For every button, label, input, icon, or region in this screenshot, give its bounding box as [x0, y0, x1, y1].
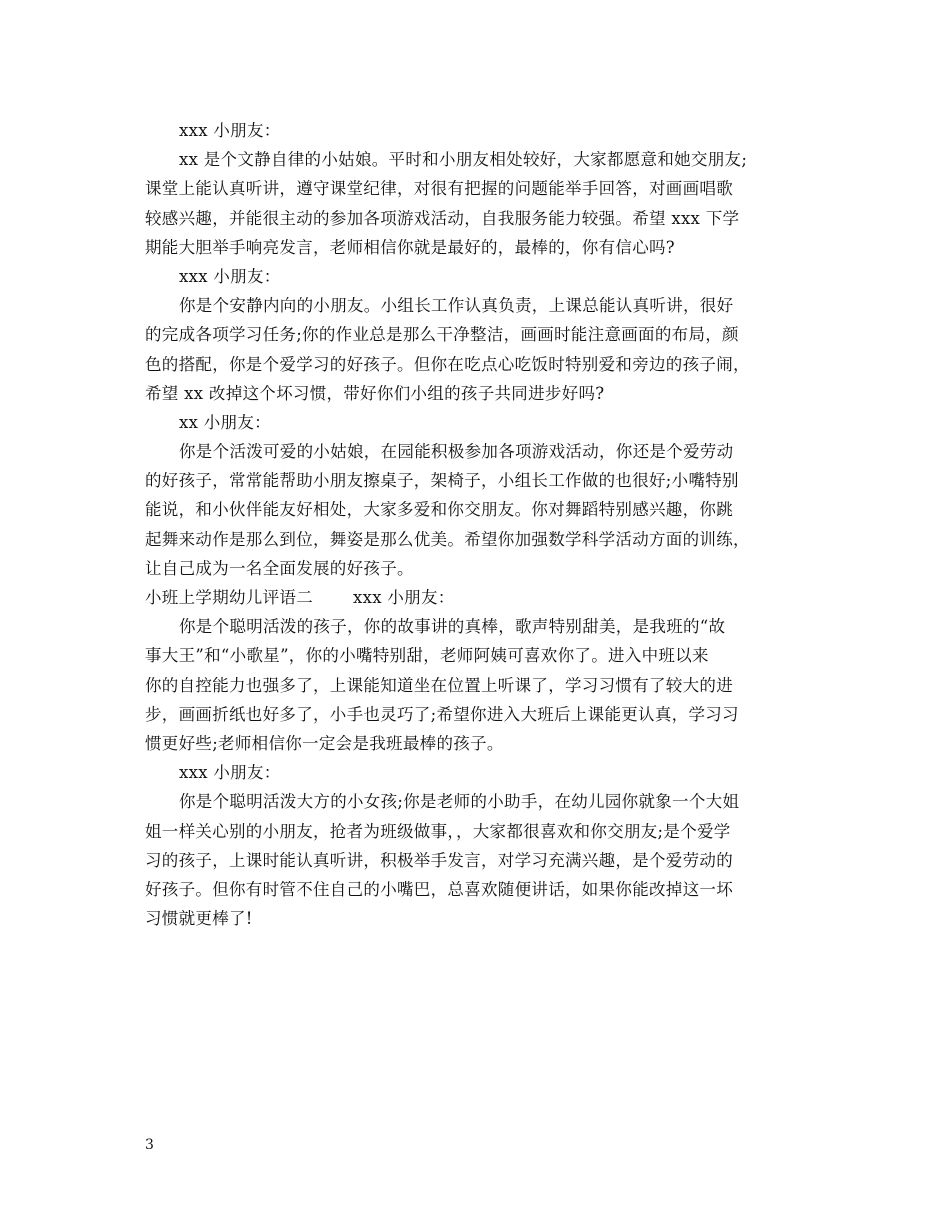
paragraph-4-line-4: 步，画画折纸也好多了，小手也灵巧了;希望你进入大班后上课能更认真，学习习	[145, 704, 739, 724]
paragraph-3-line-4: 起舞来动作是那么到位，舞姿是那么优美。希望你加强数学科学活动方面的训练，	[145, 529, 750, 549]
paragraph-1-line-3: 较感兴趣，并能很主动的参加各项游戏活动，自我服务能力较强。希望 xxx 下学	[145, 208, 740, 228]
paragraph-2-line-2: 的完成各项学习任务;你的作业总是那么干净整洁，画画时能注意画面的布局，颜	[145, 325, 739, 345]
section-heading-line	[145, 583, 825, 612]
salutation-5: xxx 小朋友：	[179, 763, 281, 783]
paragraph-1-line-1: xx 是个文静自律的小姑娘。平时和小朋友相处较好，大家都愿意和她交朋友;	[179, 150, 748, 170]
paragraph-2-line-4: 希望 xx 改掉这个坏习惯，带好你们小组的孩子共同进步好吗?	[145, 383, 605, 403]
salutation-2: xxx 小朋友：	[179, 266, 281, 286]
paragraph-1-line-2: 课堂上能认真听讲，遵守课堂纪律，对很有把握的问题能举手回答，对画画唱歌	[145, 179, 733, 199]
salutation-4: xxx 小朋友：	[353, 588, 455, 607]
paragraph-4-line-5: 惯更好些;老师相信你一定会是我班最棒的孩子。	[145, 733, 504, 753]
section-heading: 小班上学期幼儿评语二	[145, 588, 313, 607]
paragraph-3-line-5: 让自己成为一名全面发展的好孩子。	[145, 558, 414, 578]
paragraph-3-line-3: 能说，和小伙伴能友好相处，大家多爱和你交朋友。你对舞蹈特别感兴趣，你跳	[145, 500, 733, 520]
paragraph-2-line-1: 你是个安静内向的小朋友。小组长工作认真负责，上课总能认真听讲，很好	[179, 296, 734, 316]
paragraph-5-line-1: 你是个聪明活泼大方的小女孩;你是老师的小助手，在幼儿园你就象一个大姐	[179, 792, 740, 812]
salutation-3: xx 小朋友：	[179, 412, 271, 432]
paragraph-3-line-1: 你是个活泼可爱的小姑娘，在园能积极参加各项游戏活动，你还是个爱劳动	[179, 442, 734, 462]
page-number: 3	[145, 1137, 154, 1153]
salutation-1: xxx 小朋友：	[179, 121, 281, 140]
paragraph-5-line-3: 习的孩子，上课时能认真听讲，积极举手发言，对学习充满兴趣，是个爱劳动的	[145, 850, 733, 870]
document-body	[145, 116, 825, 933]
paragraph-4-line-1: 你是个聪明活泼的孩子，你的故事讲的真棒，歌声特别甜美，是我班的“故	[179, 617, 726, 637]
paragraph-5-line-5: 习惯就更棒了!	[145, 909, 253, 929]
paragraph-5-line-2: 姐一样关心别的小朋友，抢者为班级做事，，大家都很喜欢和你交朋友;是个爱学	[145, 821, 731, 841]
paragraph-4-line-2: 事大王”和“小歌星”，你的小嘴特别甜，老师阿姨可喜欢你了。进入中班以来	[145, 646, 709, 666]
paragraph-1-line-4: 期能大胆举手响亮发言，老师相信你就是最好的，最棒的，你有信心吗?	[145, 237, 675, 257]
paragraph-2-line-3: 色的搭配，你是个爱学习的好孩子。但你在吃点心吃饭时特别爱和旁边的孩子闹，	[145, 354, 750, 374]
paragraph-5-line-4: 好孩子。但你有时管不住自己的小嘴巴，总喜欢随便讲话，如果你能改掉这一坏	[145, 879, 733, 899]
paragraph-4-line-3: 你的自控能力也强多了，上课能知道坐在位置上听课了，学习习惯有了较大的进	[145, 675, 733, 695]
paragraph-3-line-2: 的好孩子，常常能帮助小朋友擦桌子，架椅子，小组长工作做的也很好;小嘴特别	[145, 471, 739, 491]
